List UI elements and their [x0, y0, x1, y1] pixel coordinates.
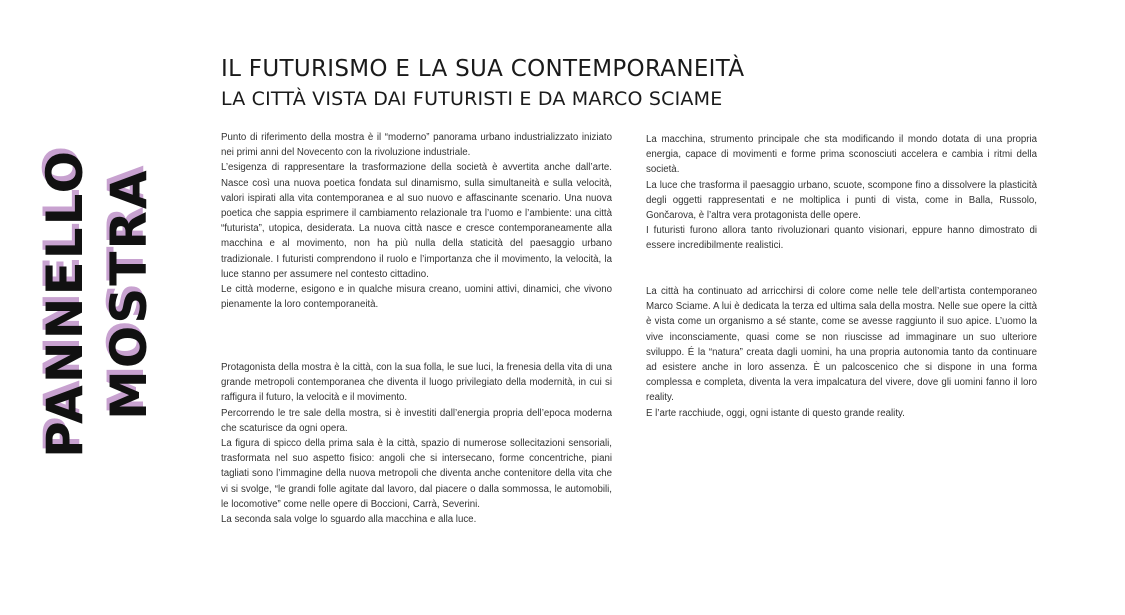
paragraph: La figura di spicco della prima sala è la città, spazio di numerose sollecitazioni sensoriali, trasformata nel suo aspetto fisico: angoli che si intersecano, forme concentriche, piani tagliati sono l’immagine della nuova metropoli che diventa anche contenitore della vita che vi si svolge, “le grandi folle agitate dal lavoro, dal piacere o dalla sommossa, le automobili, le locomotive” come nelle opere di Boccioni, Carrà, Severini.	[221, 438, 612, 510]
paragraph: La luce che trasforma il paesaggio urbano, scuote, scompone fino a dissolvere la plasticità degli oggetti rappresentati e ne moltiplica i punti di vista, come in Balla, Russolo, Gončarova, è l’altra vera protagonista delle opere.	[646, 179, 1037, 222]
page-subtitle: LA CITTÀ VISTA DAI FUTURISTI E DA MARCO SCIAME	[221, 88, 723, 110]
vertical-title-mostra: MOSTRA	[100, 168, 158, 420]
paragraph: Le città moderne, esigono e in qualche misura creano, uomini attivi, dinamici, che vivono pienamente la loro contemporaneità.	[221, 284, 612, 311]
paragraph: I futuristi furono allora tanto rivoluzionari quanto visionari, eppure hanno dimostrato di essere incredibilmente realistici.	[646, 225, 1037, 252]
paragraph: La seconda sala volge lo sguardo alla macchina e alla luce.	[221, 514, 477, 526]
paragraph: L’esigenza di rappresentare la trasformazione della società è avvertita anche dall’arte. Nasce così una nuova poetica fondata sul dinamismo, sulla simultaneità e sulla velocità, valori ispirati alla vita contemporanea e al suo nuovo e affascinante scenario. Una nuova poetica che sappia esprimere il cambiamento relazionale tra l’uomo e l’ambiente: una città “futurista”, utopica, desiderata. La nuova città nasce e cresce contemporaneamente alla macchina e al movimento, non ha più nulla della staticità del paesaggio urbano tradizionale. I futuristi comprendono il ruolo e l’importanza che il movimento, la velocità, la luce stanno per assumere nel contesto cittadino.	[221, 162, 612, 280]
page-title: IL FUTURISMO E LA SUA CONTEMPORANEITÀ	[221, 56, 745, 82]
paragraph: La macchina, strumento principale che sta modificando il mondo dotata di una propria energia, capace di movimenti e forme prima sconosciuti accelera e cambia i ritmi della società.	[646, 134, 1037, 176]
right-column-block-2	[646, 284, 1037, 421]
paragraph: La città ha continuato ad arricchirsi di colore come nelle tele dell’artista contemporaneo Marco Sciame. A lui è dedicata la terza ed ultima sala della mostra. Nelle sue opere la città è vista come un organismo a sé stante, come se avesse raggiunto il suo apice. L’uomo la vive inconsciamente, quasi come se non riuscisse ad immaginare un suo ulteriore sviluppo. É la “natura” creata dagli uomini, ha una propria autonomia tanto da continuare ad esistere anche in loro assenza. È un palcoscenico che si dispone in una forma complessa e completa, diventa la vera impalcatura del vivere, dove gli uomini fanno il loro reality.	[646, 286, 1037, 404]
paragraph: E l’arte racchiude, oggi, ogni istante di questo grande reality.	[646, 407, 905, 419]
paragraph: Protagonista della mostra è la città, con la sua folla, le sue luci, la frenesia della vita di una grande metropoli contemporanea che diventa il luogo privilegiato della modernità, in cui si raffigura il futuro, la velocità e il movimento.	[221, 362, 612, 404]
paragraph: Punto di riferimento della mostra è il “moderno” panorama urbano industrializzato iniziato nei primi anni del Novecento con la rivoluzione industriale.	[221, 132, 612, 159]
paragraph: Percorrendo le tre sale della mostra, si è investiti dall’energia propria dell’epoca moderna che scaturisce da ogni opera.	[221, 407, 612, 434]
right-column-block-1	[646, 132, 1037, 254]
vertical-title-pannello: PANNELLO	[36, 148, 94, 458]
left-column-block-1	[221, 130, 612, 312]
left-column-block-2	[221, 360, 612, 527]
